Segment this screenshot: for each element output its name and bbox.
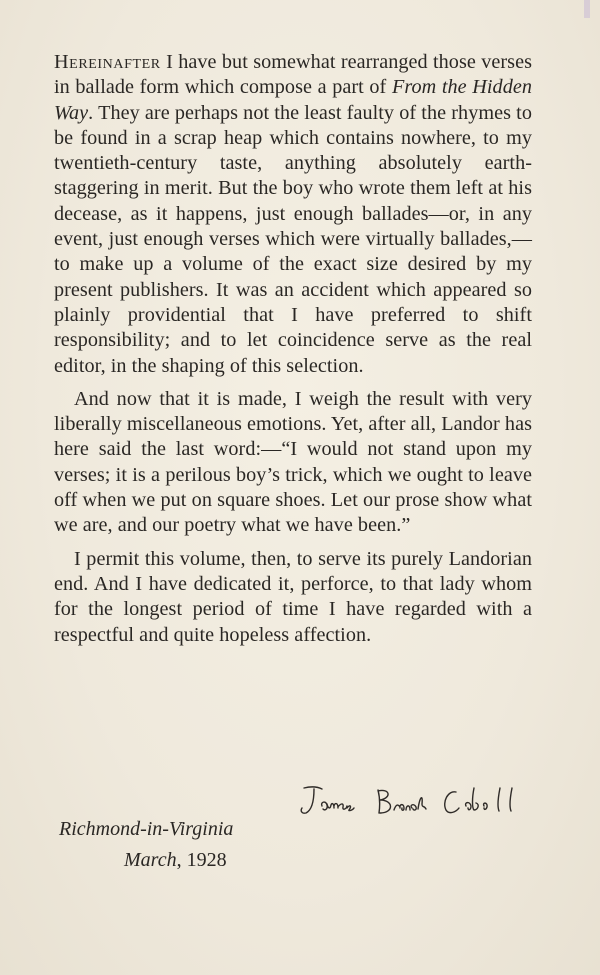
preface-text xyxy=(54,50,532,648)
paragraph-lead-word: Hereinafter xyxy=(54,51,161,73)
page-edge-mark xyxy=(584,0,590,18)
paragraph-2: And now that it is made, I weigh the result with very liberally miscellaneous emotions. Yet, after all, Landor has here said the last word:—“I would not stand upon my verses; it is a perilous boy’s trick, which we ought to leave off when we put on square shoes. Let our prose show what we are, and our poetry what we have been.” xyxy=(54,387,532,537)
paragraph-3: I permit this volume, then, to serve its purely Landorian end. And I have dedicated it, perforce, to that lady whom for the longest period of time I have regarded with a respectful and quite hopeless affection. xyxy=(54,547,532,646)
signature-date xyxy=(124,846,227,874)
paragraph-1-text: I have but somewhat rearranged those verses in ballade form which compose a part of xyxy=(54,51,532,99)
paragraph-1 xyxy=(54,50,532,379)
signature-place: Richmond-in-Virginia xyxy=(59,818,234,840)
paragraph-1-rest: . They are perhaps not the least faulty of the rhymes to be found in a scrap heap which contains nowhere, to my twentieth-century taste, anything absolutely earth-staggering in merit. But the boy who wrote them left at his decease, as it happens, just enough ballades—or, in any event, just enough verses which were virtually ballades,—to make up a volume of the exact size desired by my present publishers. It was an accident which appeared so plainly providential that I have preferred to shift responsibility; and to let coincidence serve as the real editor, in the shaping of this selection. xyxy=(54,101,532,377)
signature-year: , 1928 xyxy=(176,849,227,871)
signature-month: March xyxy=(124,849,177,871)
handwritten-signature xyxy=(296,780,541,830)
book-title: From the Hidden Way xyxy=(54,76,532,124)
